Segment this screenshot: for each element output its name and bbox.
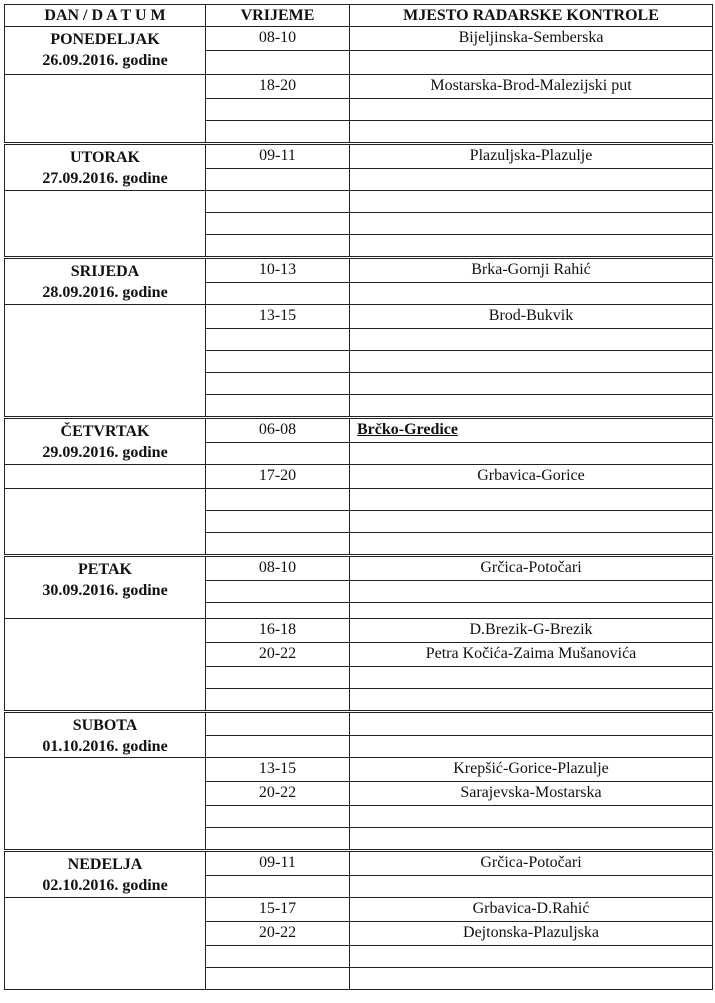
- time-cell: 20-22: [206, 643, 350, 667]
- table-row: [5, 75, 713, 99]
- location-cell: [350, 828, 713, 851]
- location-cell: [350, 99, 713, 121]
- day-cell-sunday: [5, 851, 206, 898]
- location-cell: [350, 511, 713, 533]
- location-cell: [350, 191, 713, 213]
- day-cell-thursday: [5, 418, 206, 465]
- time-cell: [206, 533, 350, 556]
- time-cell: [206, 395, 350, 418]
- table-row: [5, 851, 713, 876]
- location-cell: Bijeljinska-Semberska: [350, 27, 713, 51]
- time-cell: [206, 373, 350, 395]
- day-date: 30.09.2016. godine: [42, 582, 168, 599]
- location-cell: D.Brezik-G-Brezik: [350, 619, 713, 643]
- time-cell: [206, 735, 350, 758]
- time-cell: 16-18: [206, 619, 350, 643]
- day-cell-blank: [5, 898, 206, 990]
- day-name: PETAK: [78, 561, 132, 578]
- time-cell: [206, 689, 350, 712]
- location-cell: [350, 169, 713, 191]
- time-cell: [206, 329, 350, 351]
- location-cell: [350, 689, 713, 712]
- time-cell: [206, 581, 350, 603]
- time-cell: [206, 828, 350, 851]
- location-cell: Grčica-Potočari: [350, 556, 713, 581]
- time-cell: [206, 968, 350, 990]
- time-cell: 17-20: [206, 465, 350, 489]
- time-cell: [206, 235, 350, 258]
- time-cell: 18-20: [206, 75, 350, 99]
- location-cell: Grbavica-Gorice: [350, 465, 713, 489]
- day-date: 02.10.2016. godine: [42, 877, 168, 894]
- location-cell: Brod-Bukvik: [350, 305, 713, 329]
- day-date: 27.09.2016. godine: [42, 170, 168, 187]
- time-cell: 20-22: [206, 922, 350, 946]
- location-cell: [350, 968, 713, 990]
- time-cell: 10-13: [206, 258, 350, 283]
- time-cell: 13-15: [206, 305, 350, 329]
- time-cell: 13-15: [206, 758, 350, 782]
- location-cell: [350, 489, 713, 511]
- time-cell: [206, 283, 350, 305]
- time-cell: [206, 946, 350, 968]
- location-cell: [350, 735, 713, 758]
- radar-schedule-table: [4, 4, 713, 990]
- time-cell: [206, 603, 350, 619]
- table-row: [5, 712, 713, 736]
- day-cell-blank: [5, 465, 206, 489]
- time-cell: [206, 99, 350, 121]
- day-name: UTORAK: [70, 149, 140, 166]
- day-cell-tuesday: [5, 144, 206, 191]
- time-cell: [206, 511, 350, 533]
- day-cell-blank: [5, 191, 206, 258]
- location-cell: [350, 373, 713, 395]
- time-cell: [206, 191, 350, 213]
- time-cell: 20-22: [206, 782, 350, 806]
- table-row: [5, 27, 713, 51]
- location-cell: [350, 121, 713, 144]
- day-date: 26.09.2016. godine: [42, 52, 168, 69]
- day-cell-monday: [5, 27, 206, 75]
- location-cell: [350, 806, 713, 828]
- table-row: [5, 191, 713, 213]
- day-cell-saturday: [5, 712, 206, 758]
- location-cell: [350, 329, 713, 351]
- time-cell: [206, 51, 350, 75]
- location-cell: Grbavica-D.Rahić: [350, 898, 713, 922]
- day-cell-blank: [5, 305, 206, 418]
- location-cell: [350, 876, 713, 898]
- time-cell: [206, 351, 350, 373]
- table-row: [5, 898, 713, 922]
- time-cell: 09-11: [206, 144, 350, 169]
- day-name: NEDELJA: [67, 856, 143, 873]
- location-cell: Krepšić-Gorice-Plazulje: [350, 758, 713, 782]
- header-day-date: DAN / D A T U M: [5, 5, 206, 27]
- time-cell: 06-08: [206, 418, 350, 443]
- time-cell: [206, 876, 350, 898]
- location-cell: [350, 533, 713, 556]
- location-cell: [350, 418, 713, 443]
- location-cell: [350, 712, 713, 736]
- location-cell: [350, 395, 713, 418]
- table-row: [5, 758, 713, 782]
- time-cell: [206, 712, 350, 736]
- day-name: SRIJEDA: [70, 263, 140, 280]
- location-cell: [350, 946, 713, 968]
- day-name: SUBOTA: [72, 717, 138, 734]
- time-cell: [206, 121, 350, 144]
- location-cell: [350, 51, 713, 75]
- time-cell: [206, 667, 350, 689]
- header-time: VRIJEME: [206, 5, 350, 27]
- time-cell: [206, 489, 350, 511]
- time-cell: [206, 443, 350, 465]
- day-cell-blank: [5, 758, 206, 851]
- location-cell: Sarajevska-Mostarska: [350, 782, 713, 806]
- day-cell-blank: [5, 489, 206, 556]
- location-cell: [350, 603, 713, 619]
- location-cell: [350, 213, 713, 235]
- location-cell: Plazuljska-Plazulje: [350, 144, 713, 169]
- table-header-row: [5, 5, 713, 27]
- location-cell: [350, 667, 713, 689]
- day-cell-wednesday: [5, 258, 206, 305]
- time-cell: 08-10: [206, 27, 350, 51]
- day-cell-blank: [5, 619, 206, 712]
- time-cell: 08-10: [206, 556, 350, 581]
- location-cell: Dejtonska-Plazuljska: [350, 922, 713, 946]
- table-row: [5, 489, 713, 511]
- location-cell: Brka-Gornji Rahić: [350, 258, 713, 283]
- day-cell-friday: [5, 556, 206, 619]
- time-cell: 09-11: [206, 851, 350, 876]
- location-cell: [350, 351, 713, 373]
- time-cell: [206, 169, 350, 191]
- day-name: PONEDELJAK: [50, 31, 160, 48]
- day-cell-blank: [5, 75, 206, 144]
- location-cell: Mostarska-Brod-Malezijski put: [350, 75, 713, 99]
- day-date: 28.09.2016. godine: [42, 284, 168, 301]
- time-cell: [206, 213, 350, 235]
- day-name: ČETVRTAK: [60, 423, 150, 440]
- location-cell: Grčica-Potočari: [350, 851, 713, 876]
- table-row: [5, 305, 713, 329]
- location-cell: [350, 581, 713, 603]
- table-row: [5, 418, 713, 443]
- table-row: [5, 144, 713, 169]
- location-link[interactable]: Brčko-Gredice: [357, 421, 459, 438]
- table-row: [5, 465, 713, 489]
- day-date: 29.09.2016. godine: [42, 444, 168, 461]
- location-cell: [350, 443, 713, 465]
- location-cell: [350, 235, 713, 258]
- table-row: [5, 258, 713, 283]
- location-cell: [350, 283, 713, 305]
- time-cell: [206, 806, 350, 828]
- table-row: [5, 556, 713, 581]
- location-cell: Petra Kočića-Zaima Mušanovića: [350, 643, 713, 667]
- header-location: MJESTO RADARSKE KONTROLE: [350, 5, 713, 27]
- day-date: 01.10.2016. godine: [42, 738, 168, 755]
- table-row: [5, 619, 713, 643]
- time-cell: 15-17: [206, 898, 350, 922]
